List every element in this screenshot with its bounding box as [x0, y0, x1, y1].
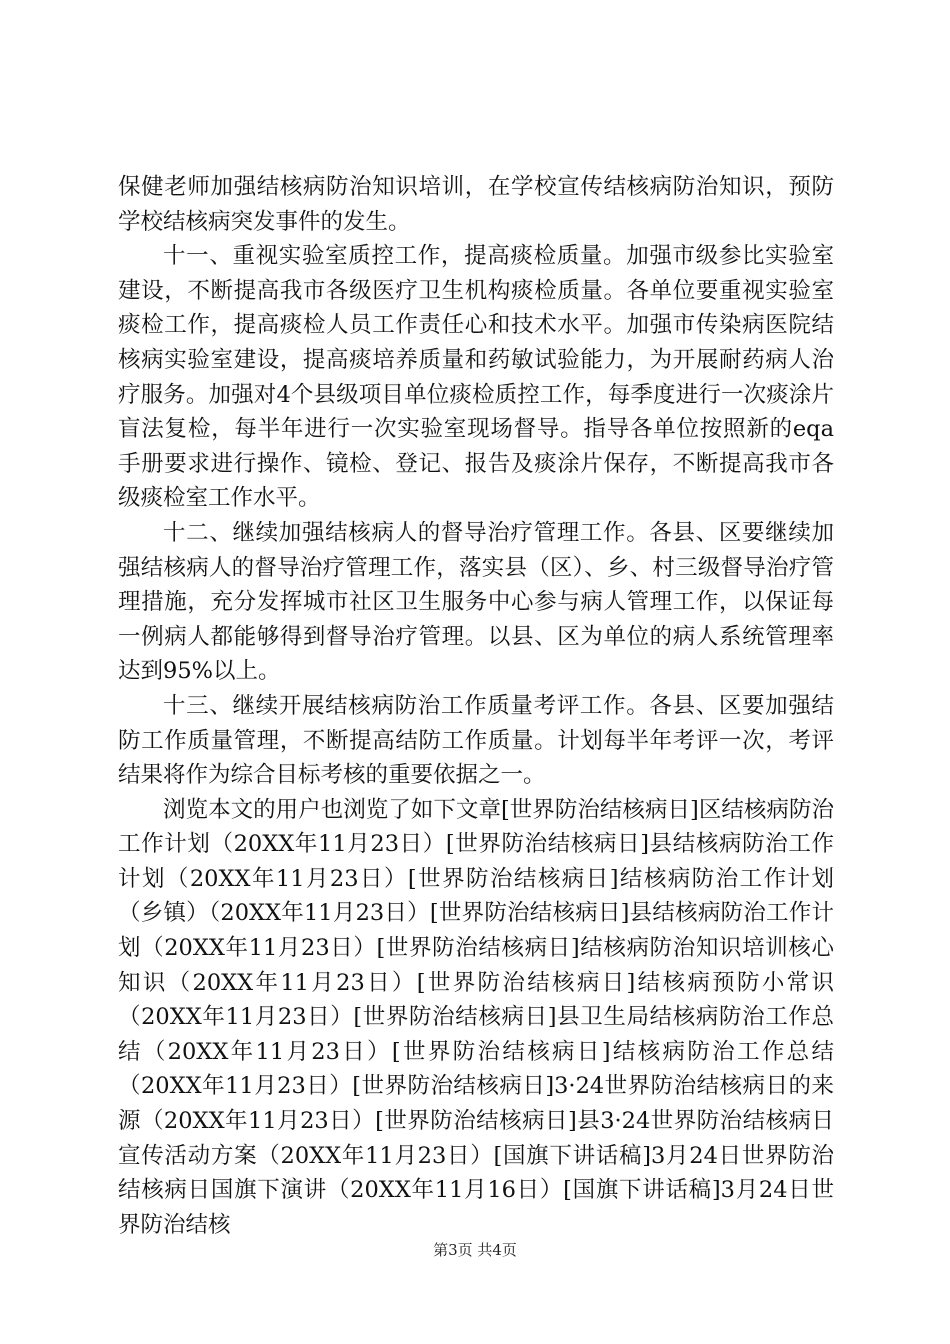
paragraph-related-articles: 浏览本文的用户也浏览了如下文章[世界防治结核病日]区结核病防治工作计划（20XX年11月23日）[世界防治结核病日]县结核病防治工作计划（20XX年11月23日）[世界防治结核病日]结核病防治工作计划（乡镇）（20XX年11月23日）[世界防治结核病日]县结核病防治工作计划（20XX年11月23日）[世界防治结核病日]结核病防治知识培训核心知识（20XX年11月23日）[世界防治结核病日]结核病预防小常识（20XX年11月23日）[世界防治结核病日]县卫生局结核病防治工作总结（20XX年11月23日）[世界防治结核病日]结核病防治工作总结（20XX年11月23日）[世界防治结核病日]3·24世界防治结核病日的来源（20XX年11月23日）[世界防治结核病日]县3·24世界防治结核病日宣传活动方案（20XX年11月23日）[国旗下讲话稿]3月24日世界防治结核病日国旗下演讲（20XX年11月16日）[国旗下讲话稿]3月24日世界防治结核 — [118, 796, 834, 1238]
page-number-footer: 第3页 共4页 — [433, 1241, 517, 1259]
paragraph-continuation: 保健老师加强结核病防治知识培训，在学校宣传结核病防治知识，预防学校结核病突发事件的发生。 — [118, 174, 834, 235]
document-body — [118, 170, 834, 1242]
paragraph-treatment-management: 十二、继续加强结核病人的督导治疗管理工作。各县、区要继续加强结核病人的督导治疗管理工作，落实县（区）、乡、村三级督导治疗管理措施，充分发挥城市社区卫生服务中心参与病人管理工作，以保证每一例病人都能够得到督导治疗管理。以县、区为单位的病人系统管理率达到95%以上。 — [118, 519, 834, 685]
paragraph-lab-quality: 十一、重视实验室质控工作，提高痰检质量。加强市级参比实验室建设，不断提高我市各级医疗卫生机构痰检质量。各单位要重视实验室痰检工作，提高痰检人员工作责任心和技术水平。加强市传染病医院结核病实验室建设，提高痰培养质量和药敏试验能力，为开展耐药病人治疗服务。加强对4个县级项目单位痰检质控工作，每季度进行一次痰涂片盲法复检，每半年进行一次实验室现场督导。指导各单位按照新的eqa手册要求进行操作、镜检、登记、报告及痰涂片保存，不断提高我市各级痰检室工作水平。 — [118, 243, 834, 512]
paragraph-quality-evaluation: 十三、继续开展结核病防治工作质量考评工作。各县、区要加强结防工作质量管理，不断提高结防工作质量。计划每半年考评一次，考评结果将作为综合目标考核的重要依据之一。 — [118, 692, 834, 789]
